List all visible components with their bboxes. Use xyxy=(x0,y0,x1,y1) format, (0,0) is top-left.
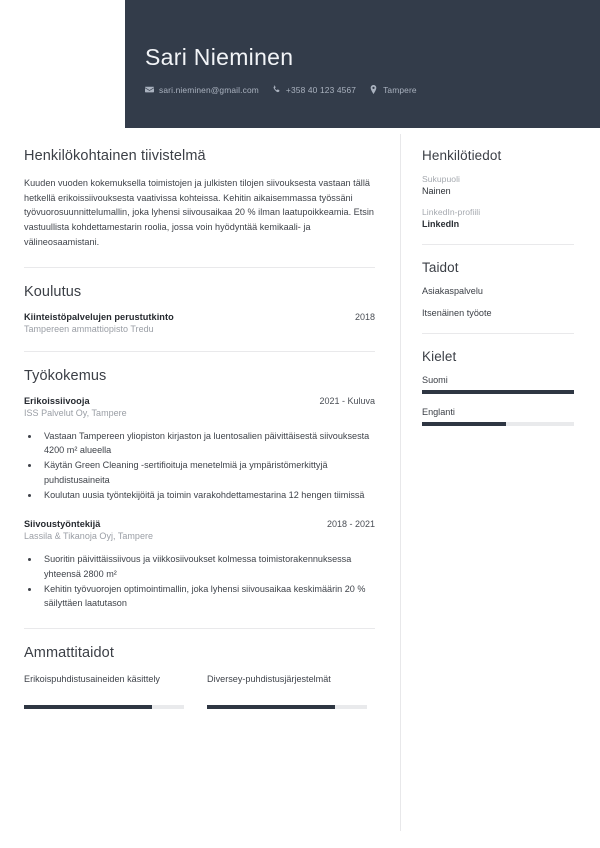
section-languages xyxy=(422,349,574,426)
section-experience xyxy=(24,368,375,611)
section-divider xyxy=(24,628,375,629)
list-item: Asiakaspalvelu xyxy=(422,286,483,296)
resume-body xyxy=(0,128,600,709)
skill-bar-track xyxy=(207,705,367,709)
section-education xyxy=(24,284,375,334)
sidebar-skills-title: Taidot xyxy=(422,260,459,275)
language-item xyxy=(422,407,574,426)
contact-phone-text: +358 40 123 4567 xyxy=(285,84,357,95)
education-entry-head xyxy=(24,312,375,322)
language-name: Englanti xyxy=(422,407,455,417)
personal-field-value: Nainen xyxy=(422,186,451,196)
experience-employer: ISS Palvelut Oy, Tampere xyxy=(24,407,127,418)
section-divider xyxy=(24,267,375,268)
language-bar-track xyxy=(422,422,574,426)
contact-phone[interactable] xyxy=(272,85,356,95)
language-name: Suomi xyxy=(422,375,448,385)
skill-bar-track xyxy=(24,705,184,709)
section-sidebar-skills xyxy=(422,260,574,318)
section-professional-skills xyxy=(24,645,375,709)
languages-title: Kielet xyxy=(422,349,457,364)
skill-item xyxy=(207,673,367,709)
skill-bar-fill xyxy=(24,705,152,709)
list-item: • Koulutan uusia työntekijöitä ja toimin varakohdettamestarina 12 hengen tiimissä xyxy=(40,488,375,502)
main-column xyxy=(0,128,400,709)
location-pin-icon xyxy=(369,85,378,94)
education-title: Koulutus xyxy=(24,283,82,300)
experience-role: Erikoissiivooja xyxy=(24,395,90,406)
skill-item xyxy=(24,673,184,709)
experience-role: Siivoustyöntekijä xyxy=(24,519,101,530)
list-item: • Suoritin päivittäissiivous ja viikkosiivoukset kolmessa toimistorakennuksessa yhteensä 2800 m² xyxy=(40,552,375,581)
experience-date: 2021 - Kuluva xyxy=(319,395,375,406)
language-bar-fill xyxy=(422,390,574,394)
language-bar-fill xyxy=(422,422,506,426)
summary-title: Henkilökohtainen tiivistelmä xyxy=(24,148,206,164)
contact-row xyxy=(145,85,600,95)
linkedin-link[interactable]: LinkedIn xyxy=(422,219,460,229)
list-item: Itsenäinen työote xyxy=(422,308,492,318)
contact-email[interactable] xyxy=(145,85,259,95)
education-school: Tampereen ammattiopisto Tredu xyxy=(24,323,154,334)
section-divider xyxy=(24,351,375,352)
experience-employer: Lassila & Tikanoja Oyj, Tampere xyxy=(24,531,154,542)
personal-field-gender xyxy=(422,174,574,196)
phone-icon xyxy=(272,85,281,94)
language-item xyxy=(422,375,574,394)
list-item: • Vastaan Tampereen yliopiston kirjaston ja luentosalien päivittäisestä siivouksesta 4200 m² alueella xyxy=(40,429,375,458)
envelope-icon xyxy=(145,85,154,94)
education-date: 2018 xyxy=(354,311,375,322)
skill-label: Erikoispuhdistusaineiden käsittely xyxy=(24,673,160,684)
contact-email-text: sari.nieminen@gmail.com xyxy=(159,84,259,95)
experience-entry-head xyxy=(24,519,375,529)
experience-bullets xyxy=(40,552,375,610)
candidate-name: Sari Nieminen xyxy=(145,44,294,70)
contact-location-text: Tampere xyxy=(383,84,417,95)
personal-field-key: Sukupuoli xyxy=(422,174,460,184)
education-degree: Kiinteistöpalvelujen perustutkinto xyxy=(24,311,174,322)
experience-bullets xyxy=(40,429,375,503)
experience-entry xyxy=(24,396,375,503)
education-entry xyxy=(24,312,375,334)
experience-date: 2018 - 2021 xyxy=(326,519,375,530)
language-bar-track xyxy=(422,390,574,394)
experience-title: Työkokemus xyxy=(24,367,107,384)
sidebar-column xyxy=(400,128,600,709)
list-item: • Käytän Green Cleaning -sertifioituja menetelmiä ja ympäristömerkittyjä puhdistusaineita xyxy=(40,458,375,487)
contact-location xyxy=(369,85,417,95)
experience-entry xyxy=(24,519,375,610)
summary-text: Kuuden vuoden kokemuksella toimistojen ja julkisten tilojen siivouksesta vastaan tällä hetkellä erikoissiivouksesta vaativissa kohteissa. Kehitin aikaisemmassa työssäni työvuorosuunnittelumallin, joka lyhensi siivousaikaa 20 % ilman laatupoikkeamia. Etsin vastuullista kohdettamestarin roolia, jossa voin hyödyntää kemikaali- ja välineosaamistani. xyxy=(24,178,374,247)
sidebar-divider xyxy=(422,333,574,334)
section-personal-details xyxy=(422,148,574,229)
personal-details-title: Henkilötiedot xyxy=(422,148,502,163)
section-summary xyxy=(24,148,375,250)
personal-field-key: LinkedIn-profiili xyxy=(422,207,481,217)
skill-bar-fill xyxy=(207,705,335,709)
list-item: • Kehitin työvuorojen optimointimallin, joka lyhensi siivousaikaa keskimäärin 20 % säilyttäen laatutason xyxy=(40,582,375,611)
resume-header xyxy=(125,0,600,128)
professional-skills-grid xyxy=(24,673,375,709)
personal-field-linkedin xyxy=(422,207,574,229)
skill-label: Diversey-puhdistusjärjestelmät xyxy=(207,673,331,684)
sidebar-divider xyxy=(422,244,574,245)
professional-skills-title: Ammattitaidot xyxy=(24,644,114,661)
column-divider xyxy=(400,134,401,831)
experience-entry-head xyxy=(24,396,375,406)
